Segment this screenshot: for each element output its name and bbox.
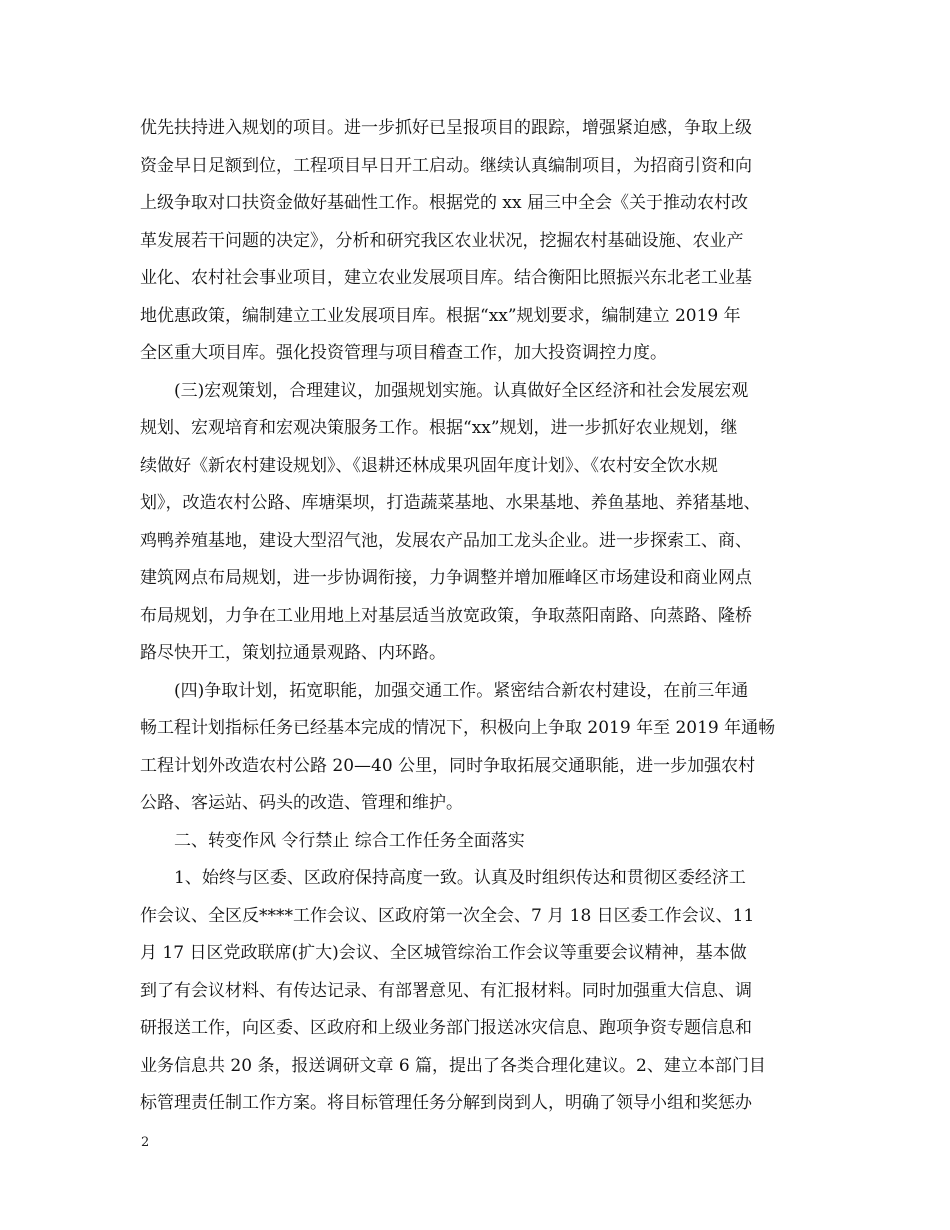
text-line: 上级争取对口扶资金做好基础性工作。根据党的 xx 届三中全会《关于推动农村改	[140, 193, 748, 213]
text-line: 路尽快开工，策划拉通景观路、内环路。	[140, 643, 446, 663]
text-line: 作会议、全区反****工作会议、区政府第一次全会、7 月 18 日区委工作会议、11	[140, 905, 755, 926]
text-line: 划》，改造农村公路、库塘渠坝，打造蔬菜基地、水果基地、养鱼基地、养猪基地、	[140, 493, 761, 513]
text-line: 建筑网点布局规划，进一步协调衔接，力争调整并增加雁峰区市场建设和商业网点	[140, 568, 752, 588]
text-line: 布局规划，力争在工业用地上对基层适当放宽政策，争取蒸阳南路、向蒸路、隆桥	[140, 605, 752, 626]
text-line: 业务信息共 20 条，报送调研文章 6 篇，提出了各类合理化建议。2、建立本部门目	[140, 1055, 766, 1076]
text-line: (三)宏观策划，合理建议，加强规划实施。认真做好全区经济和社会发展宏观	[174, 380, 749, 401]
text-line: 到了有会议材料、有传达记录、有部署意见、有汇报材料。同时加强重大信息、调	[140, 980, 752, 1001]
text-line: 鸡鸭养殖基地，建设大型沼气池，发展农产品加工龙头企业。进一步探索工、商、	[140, 530, 752, 551]
text-line: 1、始终与区委、区政府保持高度一致。认真及时组织传达和贯彻区委经济工	[174, 868, 746, 888]
text-line: 标管理责任制工作方案。将目标管理任务分解到岗到人，明确了领导小组和奖惩办	[140, 1093, 752, 1113]
text-line: 月 17 日区党政联席(扩大)会议、全区城管综治工作会议等重要会议精神，基本做	[140, 943, 747, 963]
body-text	[140, 110, 840, 1123]
text-line: 优先扶持进入规划的项目。进一步抓好已呈报项目的跟踪，增强紧迫感，争取上级	[140, 118, 752, 138]
text-line: 公路、客运站、码头的改造、管理和维护。	[140, 793, 463, 813]
text-line: 续做好《新农村建设规划》、《退耕还林成果巩固年度计划》、《农村安全饮水规	[140, 455, 718, 476]
text-line: (四)争取计划，拓宽职能，加强交通工作。紧密结合新农村建设，在前三年通	[174, 680, 749, 701]
text-line: 革发展若干问题的决定》，分析和研究我区农业状况，挖掘农村基础设施、农业产	[140, 230, 744, 251]
text-line: 规划、宏观培育和宏观决策服务工作。根据“xx”规划，进一步抓好农业规划，继	[140, 418, 738, 438]
text-line: 畅工程计划指标任务已经基本完成的情况下，积极向上争取 2019 年至 2019 年通畅	[140, 718, 776, 738]
text-line: 业化、农村社会事业项目，建立农业发展项目库。结合衡阳比照振兴东北老工业基	[140, 268, 752, 288]
text-line: 二、转变作风 令行禁止 综合工作任务全面落实	[174, 830, 525, 851]
text-line: 工程计划外改造农村公路 20—40 公里，同时争取拓展交通职能，进一步加强农村	[140, 755, 756, 776]
page-number: 2	[141, 1135, 150, 1150]
text-line: 全区重大项目库。强化投资管理与项目稽查工作，加大投资调控力度。	[140, 343, 667, 363]
text-line: 地优惠政策，编制建立工业发展项目库。根据“xx”规划要求，编制建立 2019 年	[140, 305, 741, 326]
text-line: 研报送工作，向区委、区政府和上级业务部门报送冰灾信息、跑项争资专题信息和	[140, 1018, 752, 1038]
text-line: 资金早日足额到位，工程项目早日开工启动。继续认真编制项目，为招商引资和向	[140, 155, 752, 176]
